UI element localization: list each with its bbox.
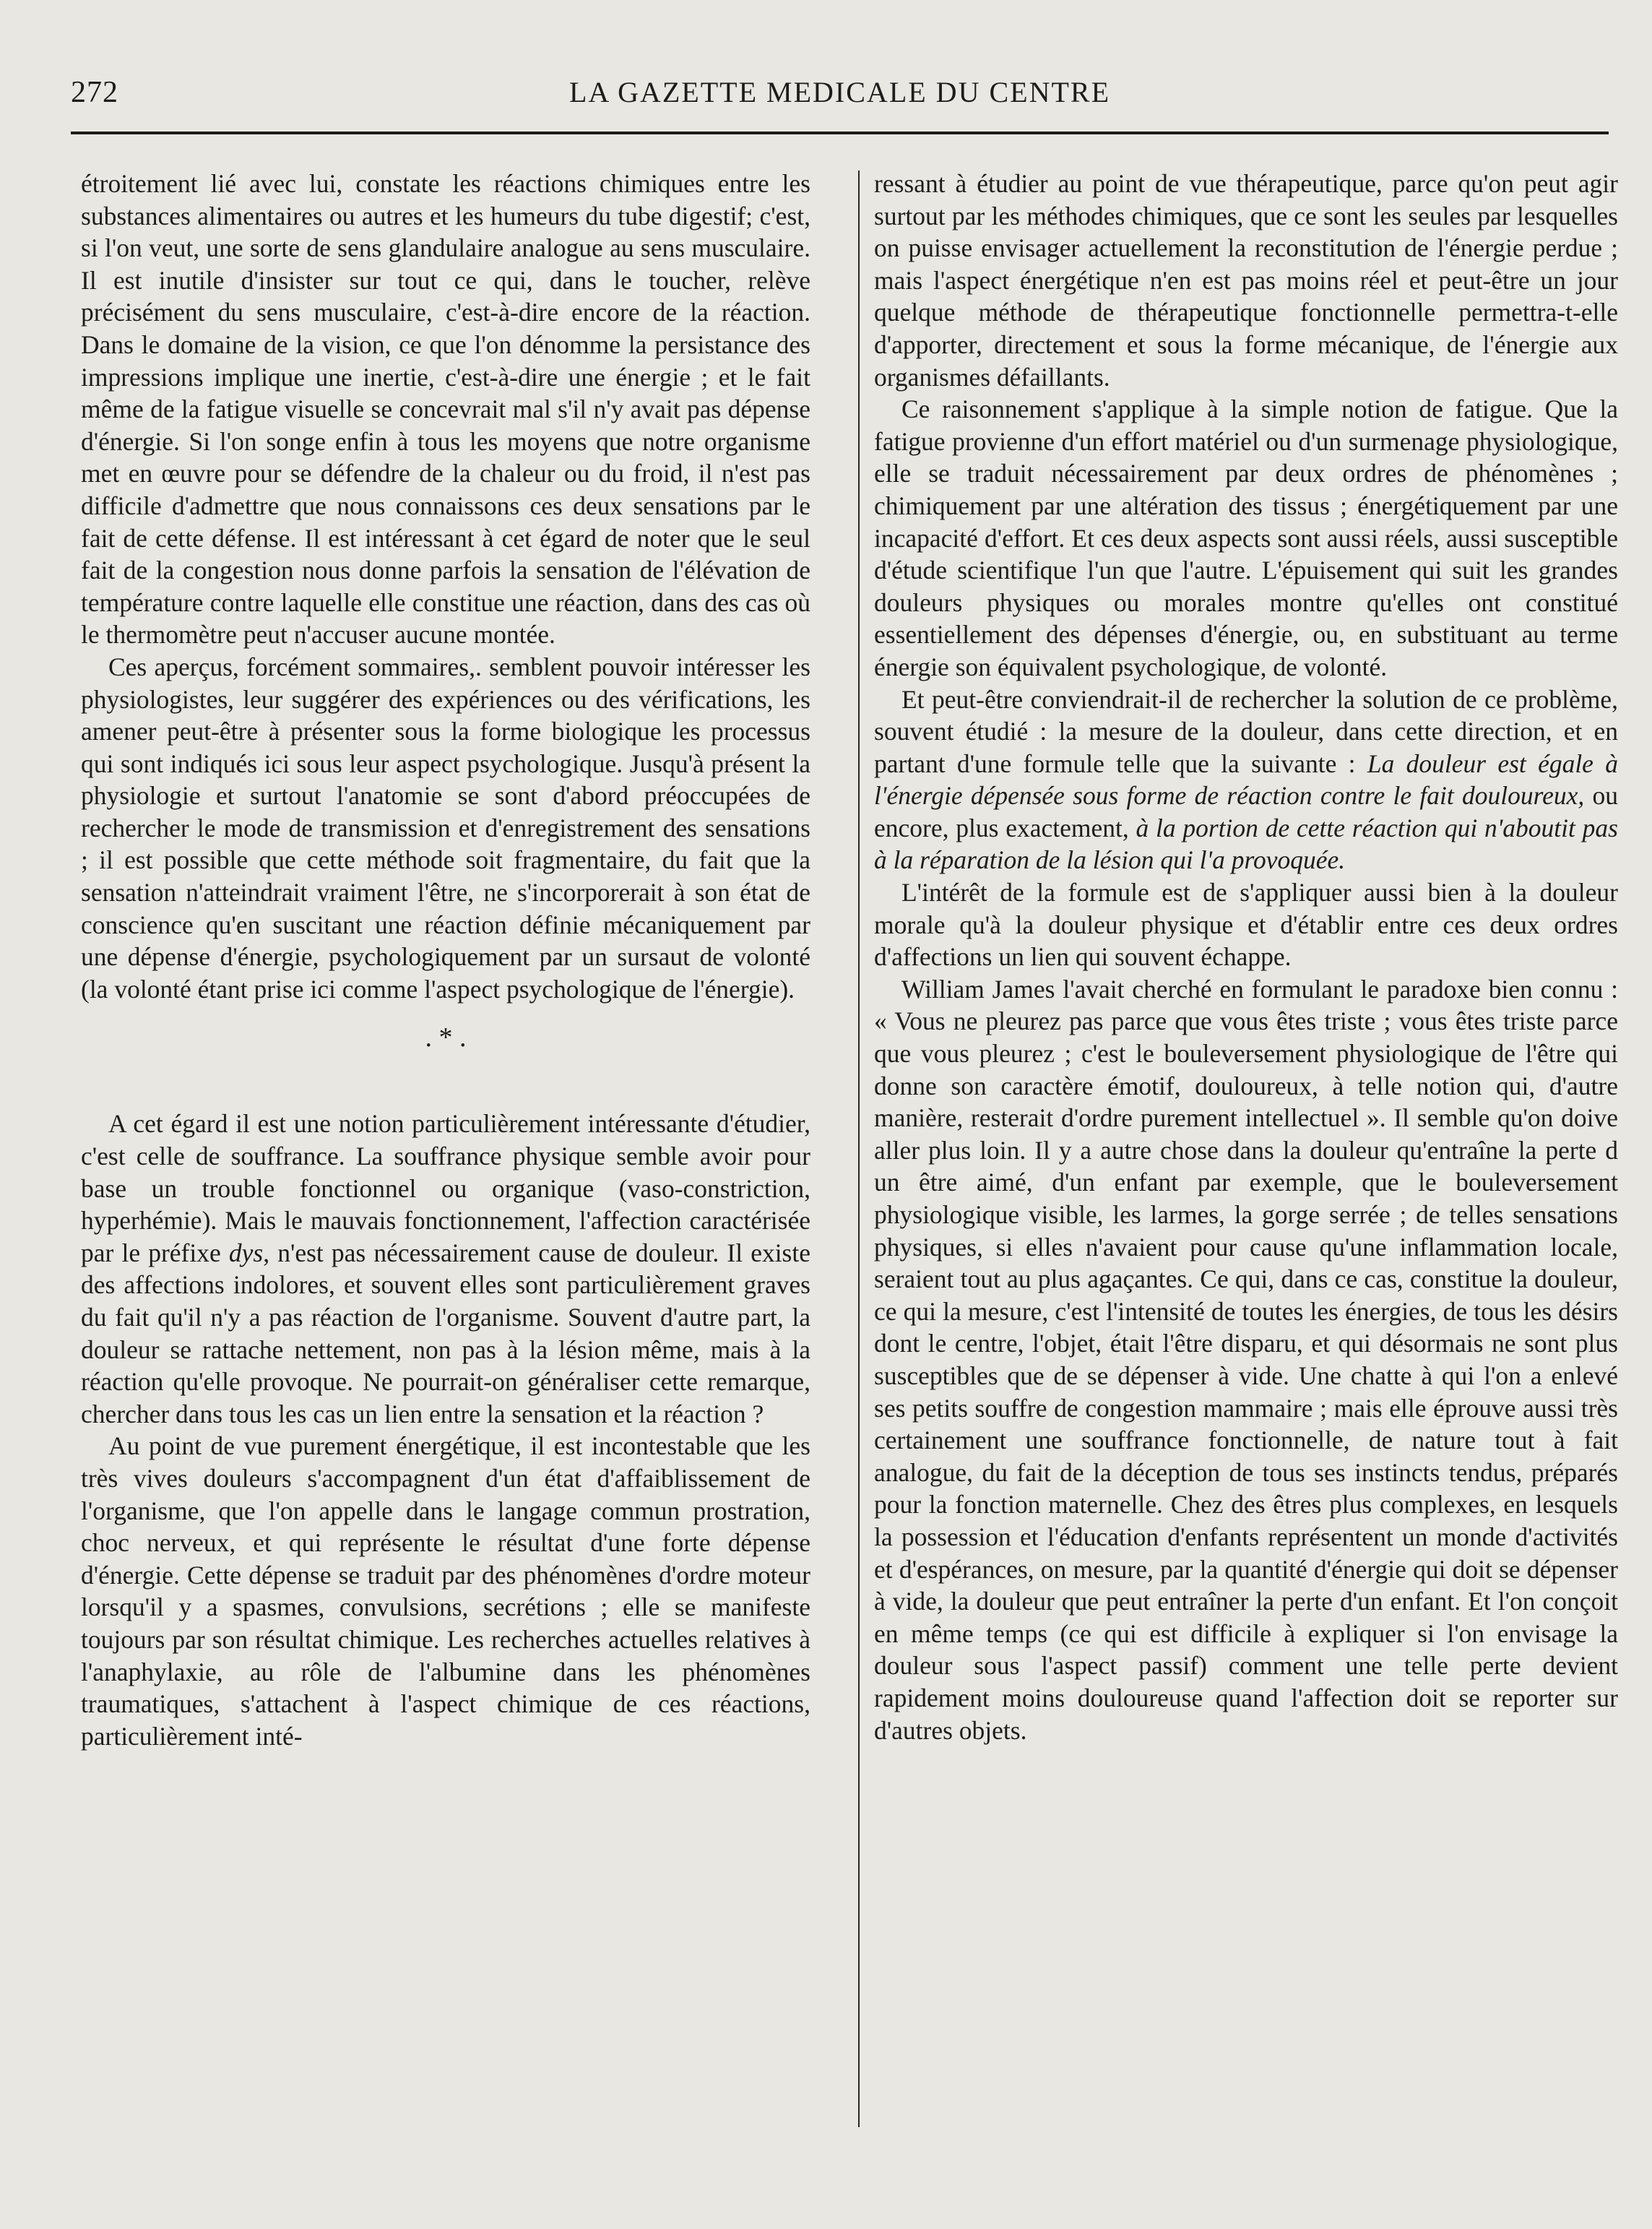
paragraph-text: Et peut-être conviendrait-il de rechercher la solution de ce problème, souvent étudié : la mesure de la douleur, dans cette direction, et en partant d'une formule telle que la suivante :: [874, 684, 1618, 778]
paragraph: Ces aperçus, forcément sommaires,. semblent pouvoir intéresser les physiologistes, leur suggérer des expériences ou des vérifications, les amener peut-être à présenter sous la forme biologique les processus qui sont indiqués ici sous leur aspect psychologique. Jusqu'à présent la physiologie et surtout l'anatomie se sont d'abord préoccupées de rechercher le mode de transmission et d'enregistrement des sensations ; il est possible que cette méthode soit fragmentaire, du fait que la sensation n'atteindrait vraiment l'être, ne s'incorporerait à son état de conscience qu'en suscitant une réaction définie mécaniquement par une dépense d'énergie, psychologiquement par un sursaut de volonté (la volonté étant prise ici comme l'aspect psychologique de l'énergie).: [81, 652, 810, 1004]
paragraph-text: , n'est pas nécessairement cause de douleur. Il existe des affections indolores, et souvent elles sont particulièrement graves du fait qu'il n'y a pas réaction de l'organisme. Souvent d'autre part, la douleur se rattache nettement, non pas à la lésion même, mais à la réaction qu'elle provoque. Ne pourrait-on généraliser cette remarque, chercher dans tous les cas un lien entre la sensation et la réaction ?: [81, 1238, 810, 1428]
italic-term: dys: [228, 1238, 264, 1267]
journal-title: LA GAZETTE MEDICALE DU CENTRE: [568, 76, 1110, 108]
left-column: [81, 168, 810, 1752]
paragraph: Ce raisonnement s'applique à la simple notion de fatigue. Que la fatigue provienne d'un effort matériel ou d'un surmenage physiologique, elle se traduit nécessairement par deux ordres de phénomènes ; chimiquement par une altération des tissus ; énergétiquement par une incapacité d'effort. Et ces deux aspects sont aussi réels, aussi susceptible d'étude scientifique l'un que l'autre. L'épuisement qui suit les grandes douleurs physiques ou morales montre qu'elles ont constitué essentiellement des dépenses d'énergie, ou, en substituant au terme énergie son équivalent psychologique, de volonté.: [874, 395, 1618, 681]
section-break-mark: . * .: [425, 1022, 467, 1053]
paragraph: [874, 684, 1618, 877]
page-number: 272: [71, 76, 118, 109]
page-header: [71, 69, 1609, 113]
paragraph: L'intérêt de la formule est de s'appliquer aussi bien à la douleur morale qu'à la douleur physique et d'établir entre ces deux ordres d'affections un lien qui souvent échappe.: [874, 878, 1618, 972]
paragraph: William James l'avait cherché en formulant le paradoxe bien connu : « Vous ne pleurez pas parce que vous êtes triste ; vous êtes triste parce que vous pleurez ; c'est le bouleversement physiologique de l'être qui donne son caractère émotif, douloureux, à telle notion qui, d'autre manière, resterait d'ordre purement intellectuel ». Il semble qu'on doive aller plus loin. Il y a autre chose dans la douleur qu'entraîne la perte d un être aimé, d'un enfant par exemple, que le bouleversement physiologique visible, les larmes, la gorge serrée ; de telles sensations physiques, si elles n'avaient pour cause qu'une inflammation locale, seraient tout au plus agaçantes. Ce qui, dans ce cas, constitue la douleur, ce qui la mesure, c'est l'intensité de toutes les énergies, de tous les désirs dont le centre, l'objet, était l'être disparu, et qui désormais ne sont plus susceptibles que de se dépenser à vide. Une chatte à qui l'on a enlevé ses petits souffre de congestion mammaire ; mais elle éprouve aussi très certainement une souffrance fonctionnelle, de nature tout à fait analogue, du fait de la déception de tous ses instincts tendus, préparés pour la fonction maternelle. Chez des êtres plus complexes, en lesquels la possession et l'éducation d'enfants représentent un monde d'activités et d'espérances, on mesure, par la quantité d'énergie qui doit se dépenser à vide, la douleur que peut entraîner la perte d'un enfant. Et l'on conçoit en même temps (ce qui est difficile à expliquer si l'on envisage la douleur sous l'aspect passif) comment une telle perte devient rapidement moins douloureuse quand l'affection doit se reporter sur d'autres objets.: [874, 974, 1618, 1745]
paragraph: Au point de vue purement énergétique, il est incontestable que les très vives douleurs s'accompagnent d'un état d'affaiblissement de l'organisme, que l'on appelle dans le langage commun prostration, choc nerveux, et qui représente le résultat d'une forte dépense d'énergie. Cette dépense se traduit par des phénomènes d'ordre moteur lorsqu'il y a spasmes, convulsions, secrétions ; elle se manifeste toujours par son résultat chimique. Les recherches actuelles relatives à l'anaphylaxie, au rôle de l'albumine dans les phénomènes traumatiques, s'attachent à l'aspect chimique de ces réactions, particulièrement inté-: [81, 1431, 810, 1751]
paragraph: [81, 1108, 810, 1430]
right-column: [874, 168, 1618, 1746]
italic-formula: La douleur est égale à l'énergie dépensée sous forme de réaction contre le fait douloureux,: [874, 749, 1618, 811]
column-divider: [858, 171, 860, 2127]
header-rule: [71, 132, 1609, 134]
paragraph: ressant à étudier au point de vue thérapeutique, parce qu'on peut agir surtout par les méthodes chimiques, que ce sont les seules par lesquelles on puisse envisager actuellement la reconstitution de l'énergie perdue ; mais l'aspect énergétique n'en est pas moins réel et peut-être un jour quelque méthode de thérapeutique fonctionnelle permettra-t-elle d'apporter, directement et sous la forme mécanique, de l'énergie aux organismes défaillants.: [874, 169, 1618, 392]
italic-formula: à la portion de cette réaction qui n'aboutit pas à la réparation de la lésion qui l'a provoquée.: [874, 813, 1618, 875]
paragraph: étroitement lié avec lui, constate les réactions chimiques entre les substances alimentaires ou autres et les humeurs du tube digestif; c'est, si l'on veut, une sorte de sens glandulaire analogue au sens musculaire. Il est inutile d'insister sur tout ce qui, dans le toucher, relève précisément du sens musculaire, c'est-à-dire encore de la réaction. Dans le domaine de la vision, ce que l'on dénomme la persistance des impressions implique une inertie, c'est-à-dire une énergie ; et le fait même de la fatigue visuelle se concevrait mal s'il n'y avait pas dépense d'énergie. Si l'on songe enfin à tous les moyens que notre organisme met en œuvre pour se défendre de la chaleur ou du froid, il n'est pas difficile d'admettre que nous connaissons ces deux sensations par le fait de cette défense. Il est intéressant à cet égard de noter que le seul fait de la congestion nous donne parfois la sensation de l'élévation de température contre laquelle elle constitue une réaction, dans des cas où le thermomètre peut n'accuser aucune montée.: [81, 169, 810, 650]
paragraph-text: A cet égard il est une notion particulièrement intéressante d'étudier, c'est celle de souffrance. La souffrance physique semble avoir pour base un trouble fonctionnel ou organique (vaso-constriction, hyperhémie). Mais le mauvais fonctionnement, l'affection caractérisée par le préfixe: [81, 1109, 810, 1267]
paragraph-text: ou encore, plus exactement,: [874, 781, 1618, 842]
